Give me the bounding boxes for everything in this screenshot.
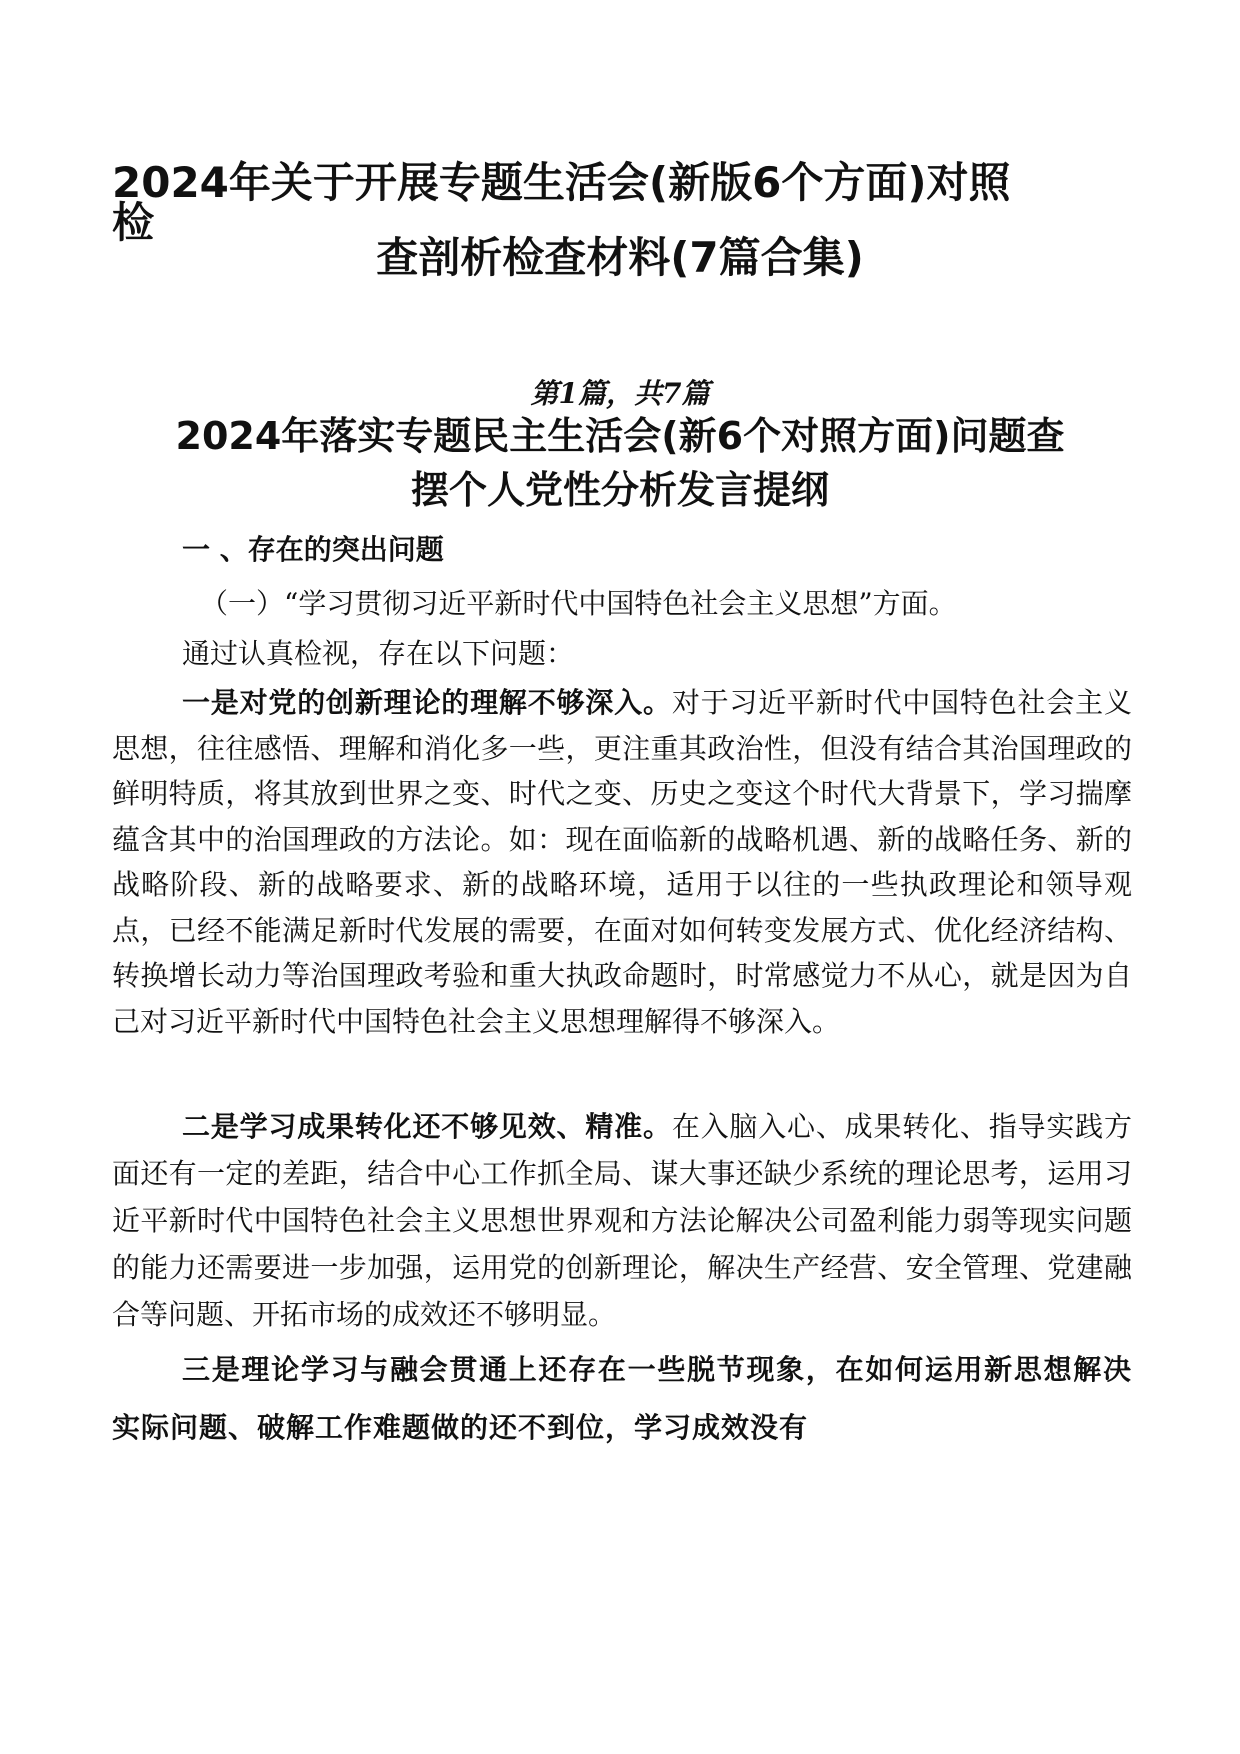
aspect-heading: （一）“学习贯彻习近平新时代中国特色社会主义思想”方面。: [200, 587, 957, 620]
paragraph-2-body: 在入脑入心、成果转化、指导实践方面还有一定的差距，结合中心工作抓全局、谋大事还缺少系统的理论思考，运用习近平新时代中国特色社会主义思想世界观和方法论解决公司盈利能力弱等现实问题的能力还需要进一步加强，运用党的创新理论，解决生产经营、安全管理、党建融合等问题、开拓市场的成效还不够明显。: [112, 1110, 1132, 1331]
document-title-line-2: 检: [112, 198, 155, 247]
article-title-line-2: 摆个人党性分析发言提纲: [410, 468, 829, 512]
paragraph-1: [112, 680, 1132, 1044]
intro-line: 通过认真检视，存在以下问题：: [182, 637, 575, 670]
paragraph-3: [112, 1341, 1132, 1457]
section-heading: 一 、存在的突出问题: [182, 533, 444, 566]
paragraph-1-lead: 一是对党的创新理论的理解不够深入。: [182, 686, 672, 719]
part-label: 第1篇，共7篇: [530, 377, 710, 410]
paragraph-3-lead: 三是理论学习与融会贯通上还存在一些脱节现象，在如何运用新思想解决实际问题、破解工作难题做的还不到位，学习成效没有: [112, 1353, 1132, 1444]
paragraph-1-body: 对于习近平新时代中国特色社会主义思想，往往感悟、理解和消化多一些，更注重其政治性，但没有结合其治国理政的鲜明特质，将其放到世界之变、时代之变、历史之变这个时代大背景下，学习揣摩蕴含其中的治国理政的方法论。如：现在面临新的战略机遇、新的战略任务、新的战略阶段、新的战略要求、新的战略环境，适用于以往的一些执政理论和领导观点，已经不能满足新时代发展的需要，在面对如何转变发展方式、优化经济结构、转换增长动力等治国理政考验和重大执政命题时，时常感觉力不从心，就是因为自己对习近平新时代中国特色社会主义思想理解得不够深入。: [112, 686, 1132, 1038]
paragraph-2-lead: 二是学习成果转化还不够见效、精准。: [182, 1110, 672, 1143]
document-title-line-3: 查剖析检查材料(7篇合集): [376, 233, 864, 282]
document-title-line-1: 2024年关于开展专题生活会(新版6个方面)对照: [112, 158, 1011, 207]
article-title-line-1: 2024年落实专题民主生活会(新6个对照方面)问题查: [175, 414, 1065, 458]
paragraph-2: [112, 1103, 1132, 1338]
